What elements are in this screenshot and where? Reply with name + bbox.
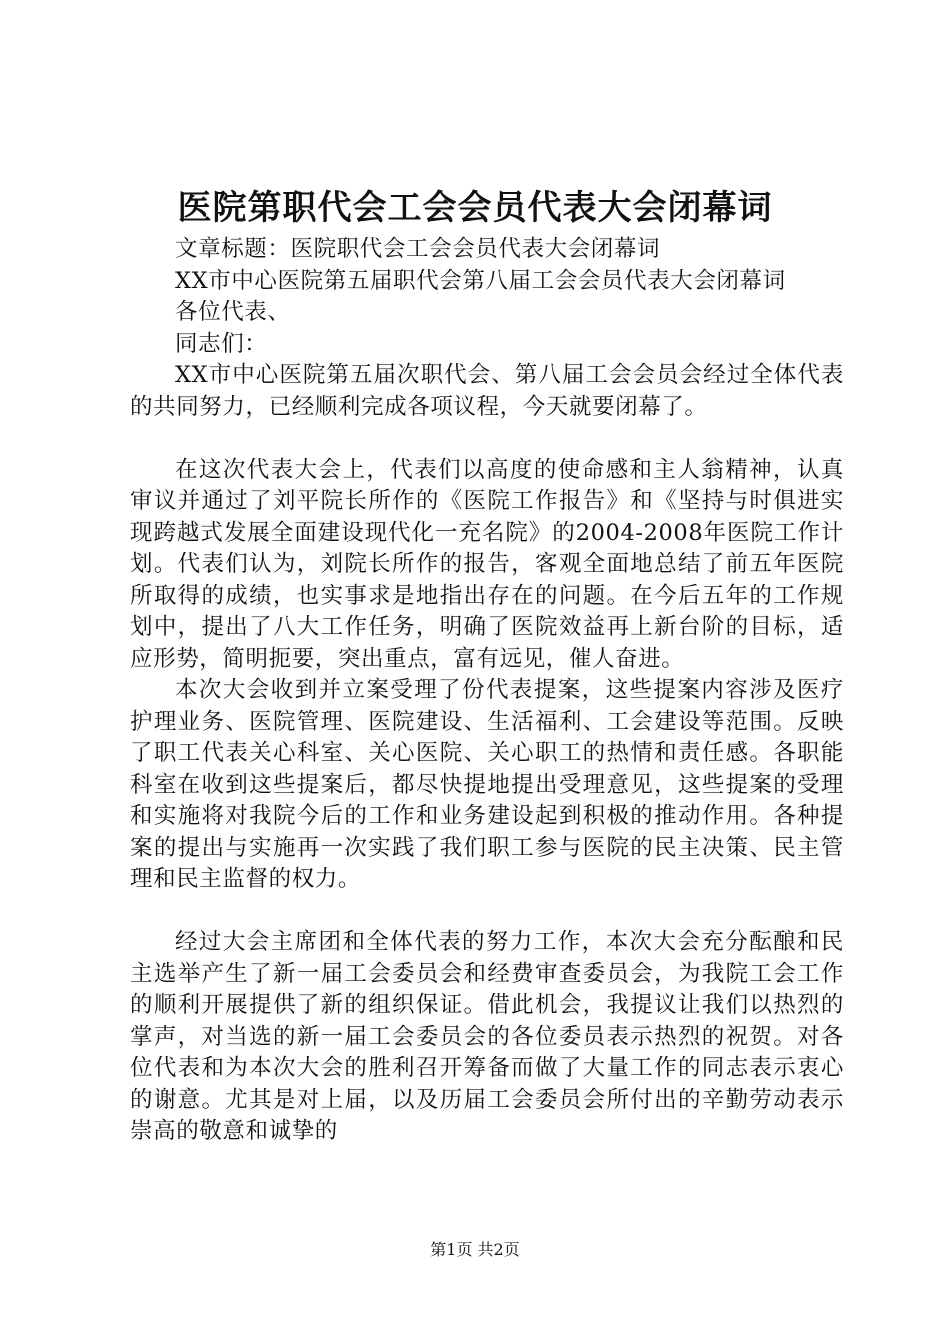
paragraph-proposals: 本次大会收到并立案受理了份代表提案，这些提案内容涉及医疗护理业务、医院管理、医院建设、生活福利、工会建设等范围。反映了职工代表关心科室、关心医院、关心职工的热情和责任感。各职能科室在收到这些提案后，都尽快提地提出受理意见，这些提案的受理和实施将对我院今后的工作和业务建设起到积极的推动作用。各种提案的提出与实施再一次实践了我们职工参与医院的民主决策、民主管理和民主监督的权力。	[130, 677, 844, 892]
document-body	[130, 234, 844, 1148]
paragraph-article-heading: 文章标题：医院职代会工会会员代表大会闭幕词	[175, 236, 661, 262]
paragraph-subtitle: XX市中心医院第五届职代会第八届工会会员代表大会闭幕词	[175, 267, 786, 294]
paragraph-salutation-delegates: 各位代表、	[175, 299, 291, 325]
document-title: 医院第职代会工会会员代表大会闭幕词	[177, 188, 773, 228]
paragraph-report-review: 在这次代表大会上，代表们以高度的使命感和主人翁精神，认真审议并通过了刘平院长所作的《医院工作报告》和《坚持与时俱进实现跨越式发展全面建设现代化一充名院》的2004-2008年医院工作计划。代表们认为，刘院长所作的报告，客观全面地总结了前五年医院所取得的成绩，也实事求是地指出存在的问题。在今后五年的工作规划中，提出了八大工作任务，明确了医院效益再上新台阶的目标，适应形势，简明扼要，突出重点，富有远见，催人奋进。	[130, 456, 844, 672]
paragraph-salutation-comrades: 同志们：	[175, 330, 268, 357]
paragraph-election-thanks: 经过大会主席团和全体代表的努力工作，本次大会充分酝酿和民主选举产生了新一届工会委员会和经费审查委员会，为我院工会工作的顺利开展提供了新的组织保证。借此机会，我提议让我们以热烈的掌声，对当选的新一届工会委员会的各位委员表示热烈的祝贺。对各位代表和为本次大会的胜利召开筹备而做了大量工作的同志表示衷心的谢意。尤其是对上届，以及历届工会委员会所付出的辛勤劳动表示崇高的敬意和诚挚的	[130, 929, 844, 1144]
paragraph-intro: XX市中心医院第五届次职代会、第八届工会会员会经过全体代表的共同努力，已经顺利完成各项议程，今天就要闭幕了。	[130, 362, 844, 420]
page-number-footer: 第1页 共2页	[430, 1240, 520, 1259]
